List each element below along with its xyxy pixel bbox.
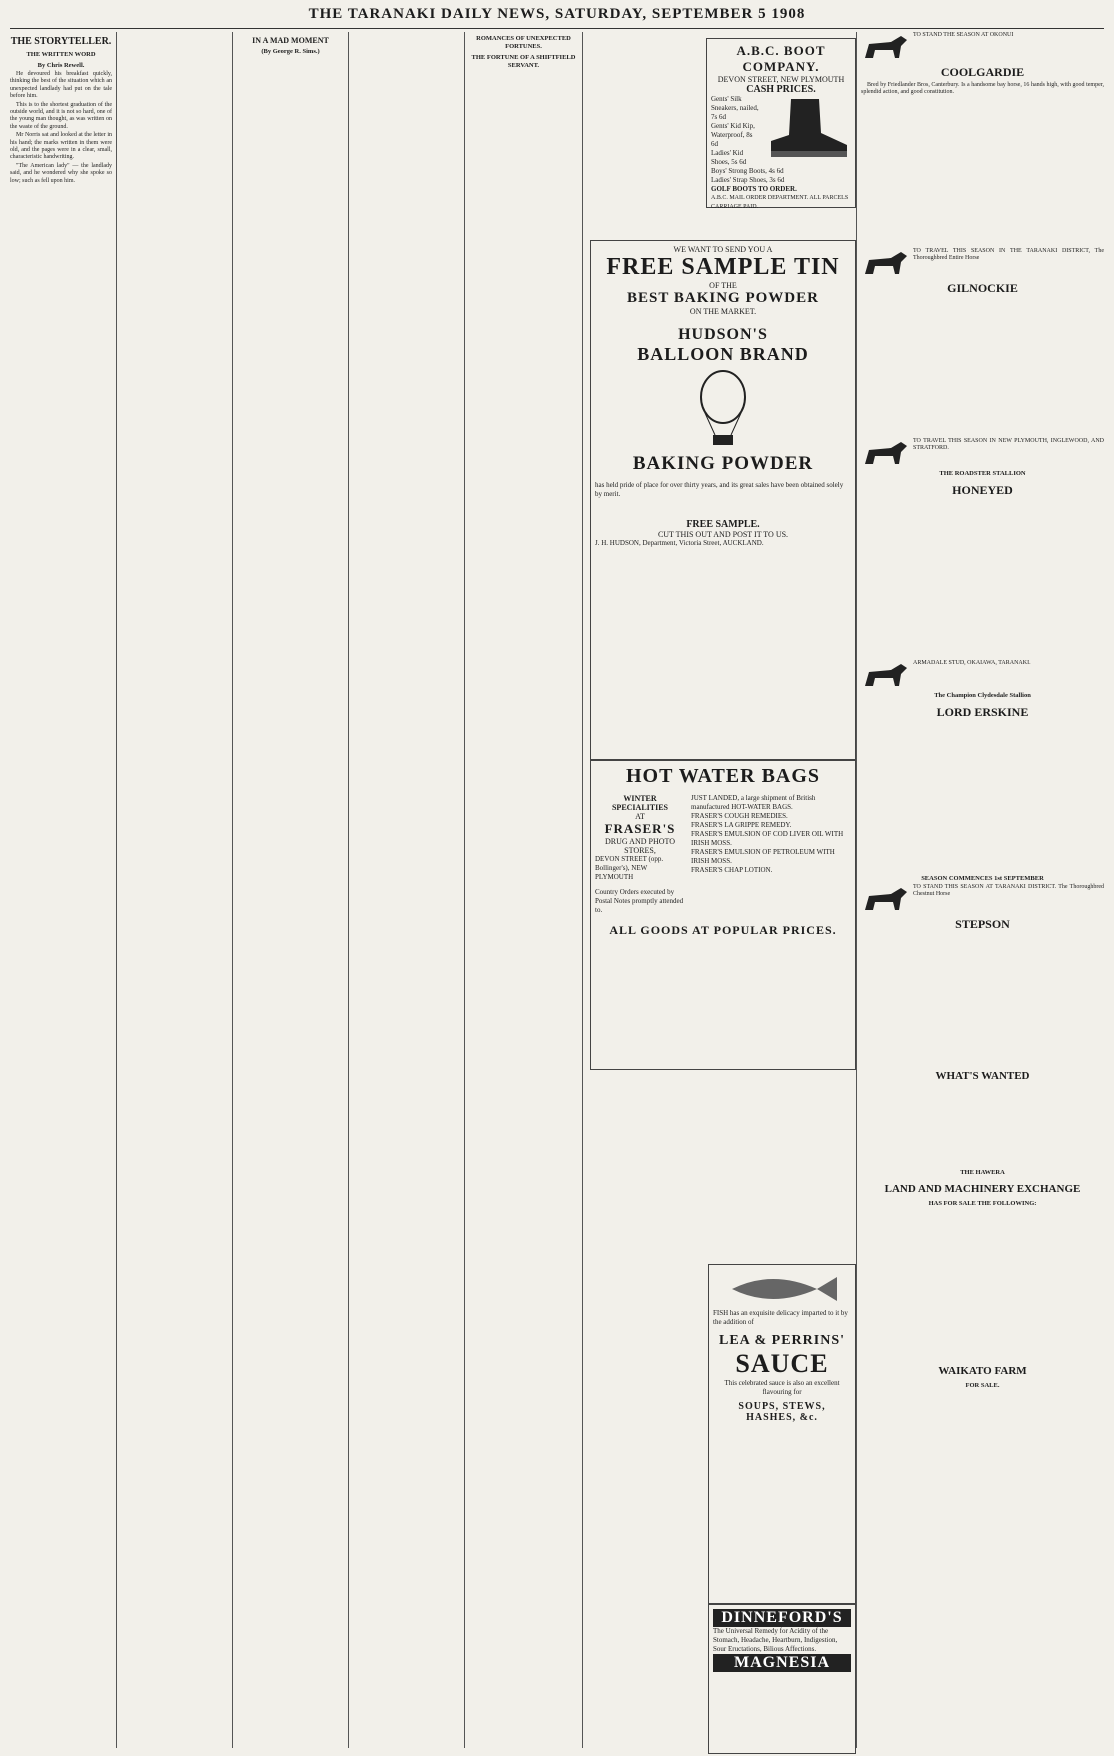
column-storyteller [10, 32, 112, 1748]
horse-icon [861, 886, 909, 916]
section-heading: IN A MAD MOMENT [252, 36, 329, 45]
hudson-want: WE WANT TO SEND YOU A [673, 245, 773, 254]
column-mad-moment [237, 32, 344, 1748]
land-exchange-title: LAND AND MACHINERY EXCHANGE [884, 1182, 1081, 1195]
hudson-free-sample-coupon: FREE SAMPLE. [686, 519, 760, 530]
horse-icon [861, 250, 909, 280]
storyteller-byline: By Chris Rewell. [37, 62, 85, 69]
section-body-text [861, 1086, 1104, 1166]
section-byline: (By George R. Sims.) [261, 48, 320, 55]
gilnockie-to-travel: TO TRAVEL THIS SEASON IN THE TARANAKI DISTRICT, The Thoroughbred Entire Horse [913, 247, 1104, 262]
storyteller-subtitle: THE WRITTEN WORD [26, 51, 96, 58]
lea-fish-text: FISH has an exquisite delicacy imparted to it by the addition of [713, 1309, 848, 1326]
coolgardie-to-stand: TO STAND THE SEASON AT OKONUI [913, 32, 1014, 38]
column-rule [582, 32, 583, 1748]
dinnefords-ad [708, 1604, 856, 1754]
section-heading: THE FORTUNE OF A SHIFTFIELD SERVANT. [471, 54, 576, 69]
roadster-to-travel: TO TRAVEL THIS SEASON IN NEW PLYMOUTH, INGLEWOOD, AND STRATFORD. [913, 437, 1104, 452]
frasers-address: DEVON STREET (opp. Bollinger's), NEW PLYMOUTH [595, 855, 664, 881]
horse-icon [861, 440, 909, 470]
honeyed-title: HONEYED [952, 482, 1013, 497]
section-body-text [861, 298, 1104, 438]
abc-price-line: Ladies' Strap Shoes, 3s 6d [711, 176, 785, 184]
for-sale: FOR SALE. [965, 1381, 1000, 1389]
frasers-hot-water-ad [590, 760, 856, 1070]
frasers-item: FRASER'S EMULSION OF COD LIVER OIL WITH IRISH MOSS. [691, 830, 844, 847]
roadster-title: THE ROADSTER STALLION [939, 469, 1026, 477]
fish-icon [722, 1269, 842, 1309]
coolgardie-text: Bred by Friedlander Bros, Canterbury. Is a handsome bay horse, 16 hands high, with good temper, splendid action, and good constitution. [861, 82, 1104, 96]
gilnockie-title: GILNOCKIE [947, 280, 1018, 295]
hudson-baking-powder: BAKING POWDER [632, 453, 814, 474]
abc-title: A.B.C. BOOT COMPANY. [736, 43, 826, 74]
story-paragraph: This is to the shortest graduation of the outside world, and it is not so hard, one of the young man thought, as was written on the waste of the ground. [10, 101, 112, 130]
column-rule [232, 32, 233, 1748]
abc-address: DEVON STREET, NEW PLYMOUTH [717, 75, 845, 84]
frasers-item: FRASER'S EMULSION OF PETROLEUM WITH IRISH MOSS. [691, 848, 835, 865]
hudson-of-the: OF THE [709, 281, 737, 290]
hudson-brand: BALLOON BRAND [637, 344, 809, 364]
section-body-text [861, 722, 1104, 872]
lea-sauce: SAUCE [735, 1349, 829, 1378]
hudson-address: J. H. HUDSON, Department, Victoria Street, AUCKLAND. [595, 539, 764, 547]
story-paragraph: Mr Norris sat and looked at the letter in his hand; the marks written in them were old, and the pages were in a clear, small, characteristic handwriting. [10, 132, 112, 161]
lea-perrins-ad [708, 1264, 856, 1604]
lord-erskine-title: LORD ERSKINE [936, 704, 1029, 719]
abc-footer: A.B.C. MAIL ORDER DEPARTMENT. ALL PARCELS CARRIAGE PAID. [711, 195, 849, 210]
balloon-icon [693, 369, 753, 449]
column-rule [116, 32, 117, 1748]
champion-label: The Champion Clydesdale Stallion [934, 691, 1031, 699]
column-news-items [353, 32, 460, 1748]
coolgardie-title: COOLGARDIE [940, 65, 1025, 79]
abc-price-line: Boys' Strong Boots, 4s 6d [711, 167, 784, 175]
frasers-item: FRASER'S COUGH REMEDIES. [691, 812, 788, 820]
abc-price-line: Gents' Kid Kip, Waterproof, 8s 6d [711, 122, 755, 148]
horse-icon [861, 34, 909, 64]
boot-icon [761, 95, 851, 161]
lea-soups: SOUPS, STEWS, HASHES, &c. [738, 1401, 826, 1423]
abc-price-line: Gents' Silk Sneakers, nailed, 7s 6d [711, 95, 759, 121]
hudson-market: ON THE MARKET. [689, 307, 757, 316]
stepson-title: STEPSON [955, 916, 1010, 931]
hawera-title: THE HAWERA [960, 1168, 1005, 1176]
story-paragraph: He devoured his breakfast quickly, thinking the best of the situation which an unexpected landlady had put on the tale before him. [10, 71, 112, 100]
lea-text: This celebrated sauce is also an excellent flavouring for [724, 1379, 840, 1396]
hudson-text: has held pride of place for over thirty years, and its great sales have been obtained solely by merit. [595, 481, 844, 498]
dinneford-name: DINNEFORD'S [713, 1609, 851, 1627]
section-body-text [861, 1209, 1104, 1359]
frasers-country-orders: Country Orders executed by Postal Notes promptly attended to. [595, 888, 684, 914]
dinneford-text: The Universal Remedy for Acidity of the Stomach, Headache, Heartburn, Indigestion, Sour Eructations, Bilious Affections. [713, 1627, 838, 1653]
section-heading: ROMANCES OF UNEXPECTED FORTUNES. [476, 35, 571, 50]
hudson-baking-powder-ad [590, 240, 856, 760]
waikato-farm-title: WAIKATO FARM [938, 1364, 1027, 1377]
abc-price-line: GOLF BOOTS TO ORDER. [711, 185, 797, 193]
hotwater-title: HOT WATER BAGS [625, 765, 821, 787]
frasers-item: FRASER'S LA GRIPPE REMEDY. [691, 821, 792, 829]
abc-boot-ad [706, 38, 856, 208]
abc-cash: CASH PRICES. [746, 84, 816, 95]
frasers-winter: WINTER SPECIALITIES [611, 794, 669, 812]
frasers-prices: ALL GOODS AT POPULAR PRICES. [609, 923, 837, 937]
frasers-name: FRASER'S [604, 821, 676, 836]
column-romances [469, 32, 578, 1748]
masthead: THE TARANAKI DAILY NEWS, SATURDAY, SEPTEMBER 5 1908 [10, 6, 1104, 29]
frasers-at: AT [635, 812, 645, 821]
frasers-item: FRASER'S CHAP LOTION. [691, 866, 773, 874]
column-stud-notices [861, 32, 1104, 1748]
storyteller-title: THE STORYTELLER. [10, 36, 112, 47]
frasers-item: JUST LANDED, a large shipment of British manufactured HOT-WATER BAGS. [691, 794, 816, 811]
hudson-cut: CUT THIS OUT AND POST IT TO US. [657, 530, 789, 539]
story-paragraph: "The American lady" — the landlady said, and he wondered why she spoke so low; such as fell upon him. [10, 162, 112, 184]
section-body-text [861, 934, 1104, 1064]
stepson-to-stand: TO STAND THIS SEASON AT TARANAKI DISTRICT. The Thoroughbred Chestnut Horse [913, 883, 1104, 898]
hudson-best: BEST BAKING POWDER [627, 290, 819, 306]
whats-wanted-title: WHAT'S WANTED [935, 1069, 1030, 1082]
column-story-continued [121, 32, 228, 1748]
armadale-stud: ARMADALE STUD, OKAIAWA, TARANAKI. [913, 659, 1031, 666]
hudson-free-sample-heading: FREE SAMPLE TIN [606, 254, 840, 280]
abc-price-line: Ladies' Kid Shoes, 5s 6d [711, 149, 747, 166]
magnesia-name: MAGNESIA [713, 1654, 851, 1672]
column-rule [464, 32, 465, 1748]
frasers-store: DRUG AND PHOTO STORES, [604, 837, 676, 855]
has-for-sale: HAS FOR SALE THE FOLLOWING: [928, 1199, 1037, 1207]
hudson-name: HUDSON'S [678, 326, 768, 343]
horse-icon [861, 662, 909, 692]
column-rule [348, 32, 349, 1748]
stepson-season: SEASON COMMENCES 1st SEPTEMBER [921, 874, 1044, 882]
section-body-text [861, 500, 1104, 660]
section-body-text [861, 98, 1104, 248]
column-rule [856, 32, 857, 1748]
lea-name: LEA & PERRINS' [718, 1333, 846, 1348]
